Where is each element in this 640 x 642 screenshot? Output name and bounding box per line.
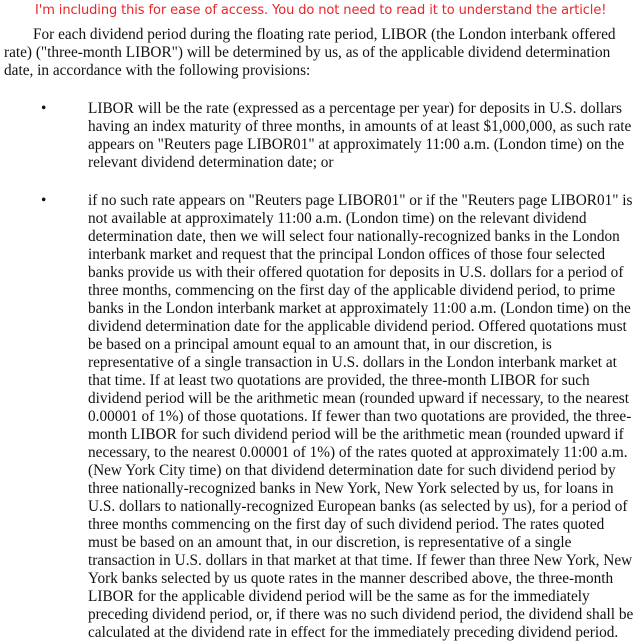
bullet-item [4,100,636,172]
bullet-text: LIBOR will be the rate (expressed as a percentage per year) for deposits in U.S. dollars having an index maturity of three months, in amounts of at least $1,000,000, as such rate appears on "Reuters page LIBOR01" at approximately 11:00 a.m. (London time) on the relevant dividend determination date; or [88,100,632,171]
document-excerpt [4,26,636,642]
bullet-text: if no such rate appears on "Reuters page LIBOR01" or if the "Reuters page LIBOR01" is not available at approximately 11:00 a.m. (London time) on the relevant dividend determination date, then we will select four nationally-recognized banks in the London interbank market and request that the principal London offices of those four selected banks provide us with their offered quotation for deposits in U.S. dollars for a period of three months, commencing on the first day of the applicable dividend period, to prime banks in the London interbank market at approximately 11:00 a.m. (London time) on the dividend determination date for the applicable dividend period. Offered quotations must be based on a principal amount equal to an amount that, in our discretion, is representative of a single transaction in U.S. dollars in the London interbank market at that time. If at least two quotations are provided, the three-month LIBOR for such dividend period will be the arithmetic mean (rounded upward if necessary, to the nearest 0.00001 of 1%) of those quotations. If fewer than two quotations are provided, the three-month LIBOR for such dividend period will be the arithmetic mean (rounded upward if necessary, to the nearest 0.00001 of 1%) of the rates quoted at approximately 11:00 a.m. (New York City time) on that dividend determination date for such dividend period by three nationally-recognized banks in New York, New York selected by us, for loans in U.S. dollars to nationally-recognized European banks (as selected by us), for a period of three months commencing on the first day of such dividend period. The rates quoted must be based on an amount that, in our discretion, is representative of a single transaction in U.S. dollars in that market at that time. If fewer than three New York, New York banks selected by us quote rates in the manner described above, the three-month LIBOR for the applicable dividend period will be the same as for the immediately preceding dividend period, or, if there was no such dividend period, the dividend shall be calculated at the dividend rate in effect for the immediately preceding dividend period. [88,192,634,641]
bullet-marker: • [41,192,47,209]
intro-paragraph: For each dividend period during the floating rate period, LIBOR (the London interbank offered rate) ("three-month LIBOR") will be determined by us, as of the applicable dividend determination date, in accordance with the following provisions: [4,26,616,79]
bullet-item [4,192,636,642]
editor-note: I'm including this for ease of access. You do not need to read it to understand the article! [35,3,607,18]
bullet-marker: • [41,100,47,117]
